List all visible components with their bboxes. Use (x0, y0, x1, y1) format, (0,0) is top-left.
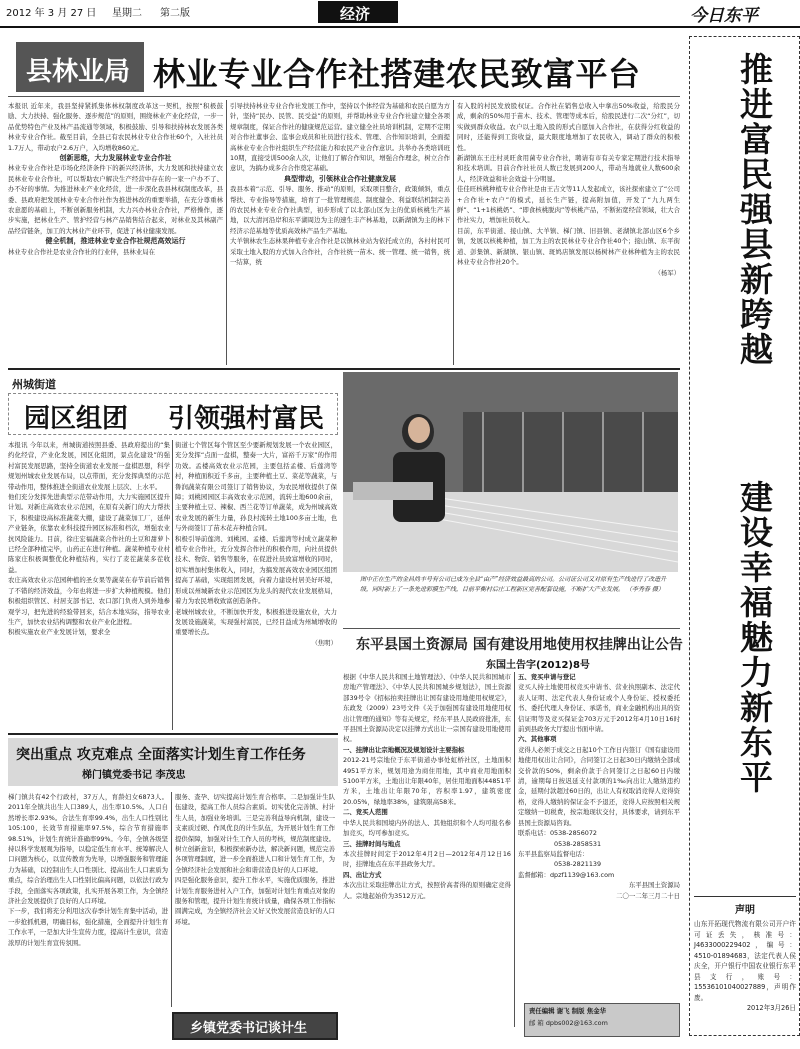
lead-col1-p3: 林业专业合作社是农业合作社的行业伴，县林业局在 (8, 247, 155, 256)
lead-col-divider-1 (226, 100, 227, 365)
notice-headline: 东平县国土资源局 国有建设用地使用权挂牌出让公告 (356, 637, 683, 653)
notice-issuer: 东平县国土资源局 (628, 881, 680, 890)
article2-col2-p2: 积极引导前莲湾、刘桃园、孟楼、后莲湾等村成立蔬菜种植专业合作社，充分发挥合作社的积极作用，向社员提供技术、物资、销售等服务，在促进社员致富增收的同时，切实增加村集体收入，同时，为搞发展高效农业园区组团提高了基础，实现组团发展，向着力建设村居美好环境，形成以州城新农业示范园区为龙头的现代农业发展格局，着力为农民增收致富创造条件。 (175, 534, 337, 606)
article3-subhead: 梯门镇党委书记 李茂忠 (82, 770, 186, 781)
notice-phone-3: 0538-2821139 (554, 860, 602, 869)
notice-phone-1: 联系电话：0538-2856072 (518, 829, 597, 838)
lead-column-2 (230, 101, 450, 366)
lead-col3-p4: 目前，东平街道、接山镇、大羊镇、梯门镇、旧县镇、老湖镇北部山区6个乡镇，发展以核桃种植，加工为主的农民林业专业合作社40个；接山镇、东平街道、彭集镇、新湖镇、银山镇、斑鸠店镇发展以杨树林产业林种植为主的农民林业专业合作社20个。 (457, 226, 680, 267)
article2-column-1 (8, 440, 170, 730)
notice-section-5-text: 竞买人持土地使用权竞买申请书、营业执照副本、法定代表人证明、法定代表人身份证或个人身份证、授权委托书、委托代理人身份证、承诺书，商业金融机构出具的资信证明等及竞买保证金703万元于2012年4月10日16时前到县政务大厅提出书面申请。 (518, 683, 680, 734)
editor-credits: 责任编辑 谢飞 制版 焦金华 (529, 1007, 606, 1015)
lead-tag: 县林业局 (26, 57, 131, 87)
notice-phone-2: 0538-2858531 (554, 839, 602, 848)
lead-byline: （杨军） (654, 268, 680, 277)
declaration-box (694, 896, 796, 1032)
declaration-title: 声明 (735, 905, 755, 916)
lead-col1-p1: 本报讯 近年来，我县坚持紧抓集体林权制度改革这一契机，按照“积极鼓励、大力扶持、强化服务、逐步规范”的原则，围绕林业产业化经营，一步一品优势特色产业及林产品流通等领域，积极鼓励、引导和扶持林农发展各类林业专业合作社。截至目前，全县已有农民林业专业合作社60个，入社社员1.7万人，带动农户2.6万户，入均增收860元。 (8, 102, 223, 152)
notice-col-divider (514, 672, 515, 1027)
article3-column-1 (8, 792, 168, 1027)
article3-col-divider (171, 792, 172, 1007)
notice-column-2 (518, 672, 680, 992)
article2-byline: （焦明） (311, 638, 337, 647)
issue-weekday: 星期二 (112, 8, 142, 19)
lead-col-divider-2 (453, 100, 454, 365)
article2-col1-p3: 农庄高效农业示范园种植的圣女果等蔬菜在春节前后销售了不错的经济效益，今年也将进一步扩大种植规模。他们积极组织管区、村居支部书记、农口部门负责人到外地参观学习，把先进的经验带回来，结合本地实际，指导农业生产，加快农业结构调整和农业产业化进程。 (8, 576, 170, 626)
notice-number: 东国土告字(2012)8号 (486, 660, 590, 671)
photo-credit: （李秀春 摄） (625, 586, 664, 593)
lead-col2-p1: 引导扶持林业专业合作社发展工作中，坚持以个体经营为基础和农民自愿为方针，坚持“民办、民管、民受益”的原则，并帮助林业专业合作社建立健全各项规章制度，保证合作社的健康规范运营。建立健全社员培训机制，定期不定期对合作社董事会、监事会成员和社员进行技术、管理、合作知识培训，全面提高林业专业合作社组织生产经营能力和农民产业合作意识。共举办各类培训班10期，直接受训500余人次，让他们了解合作知识，增强合作理念，树立合作意识，为搞办成多合合作奠定基础。 (230, 102, 450, 173)
notice-section-3-title: 三、挂牌时间与地点 (343, 839, 401, 848)
paper-logo: 今日东平 (690, 6, 758, 26)
editor-mailbox: 邮 箱 dpbs002@163.com (529, 1019, 608, 1028)
notice-section-2-text: 中华人民共和国境内外的法人、其他组织和个人均可报名参加竞买，均可参加竞买。 (343, 818, 511, 838)
notice-section-2-title: 二、竞买人范围 (343, 808, 388, 817)
article3-headline: 突出重点 攻克难点 全面落实计划生育工作任务 (16, 747, 306, 763)
notice-supervision-label: 东平县监察局监督电话： (518, 849, 589, 858)
issue-page: 第二版 (160, 8, 190, 19)
article2-col1-p4: 积极实施农业产业发展计划，要求全 (8, 628, 111, 637)
lead-col2-p3: 大羊镇林农生态林果种植专业合作社是以镇林业站为依托成立的，各村村民可采取土地入股的方式加入合作社，合作社统一苗木、统一管理、统一销售，统一结算，统 (230, 237, 450, 267)
notice-column-1 (343, 672, 511, 1027)
photo-illustration (343, 372, 678, 572)
lead-col2-p2: 我县本着“示范、引导、服务、推动”的原则，采取项目整合，政策倾斜，重点帮扶、专业指导等措施，培育了一批管理规范、制度健全、利益联结机制完善的农民林业专业合作社典型，初步形成了以北部山区为主的优质核桃生产基地，以大清河沿岸和东平湖周边为主的速生丰产林基地，以新湖镇为主的林下经济示范基地等优质高效林产品生产基地。 (230, 185, 450, 235)
lead-column-1 (8, 101, 223, 366)
lead-col1-p2: 林业专业合作社是市场化经济条件下的新兴经济体，大力发展和扶持建立农民林业专业合作社，可以帮助农户解决生产经营中存在的一家一户办不了、办不好的事情。为推进林业产业化经营，进一步深化我县林权制度改革，县委、县政府把发展林业专业合作社作为推进林改的重要举措，在充分尊重林农意愿的基础上，不断创新服务机制，大力兴办林业合作社，严格操作，逐步实施，把林业生产、管护经营与林产品销售结合起来，对林业及其林副产品经营链条，加工的大林业产业环节，促进了林业健康发展。 (8, 164, 223, 235)
article3-col1-p1: 梯门镇共有42个行政村，37万人，育龄妇女6873人。2011年全镇共出生人口389人，出生率10.5%。人口自然增长率2.93%。合法生育率99.4%，出生人口性别比105:100，长效节育措施率97.5%，综合节育措施率98.51%，计划生育统计准确率99%。今年，全镇各级坚持以科学发展观为指导，以稳定低生育水平、统筹解决人口问题为核心，以宣传教育为先导，以增强服务和管理能力为基础，以控制出生人口性别比、提高出生人口素质为重点，综合治理出生人口性别比偏高问题，以依法行政为手段，全面落实各项政策，扎实开展各项工作，为全镇经济社会发展提供了良好的人口环境。 (8, 793, 168, 906)
sidebar-slogan-1: 推进富民强县新跨越 (735, 52, 774, 367)
section-label: 经济 (340, 5, 371, 23)
lead-col3-p1: 有入股的村民发放股权证。合作社在销售总收入中拿出50%收益，给股民分成，剩余的50%用于苗木、技术、管理等成本后，给股民进行二次“分红”，切实做到群众收益。农户以土地入股的形式自愿加入合作社，在获得分红收益的同时，还能得到工资收益，最大限度地增加了农民收入，调动了群众的积极性。 (457, 102, 680, 152)
sidebar-slogan-2: 建设幸福魅力新东平 (735, 480, 774, 795)
lead-col3-p3: 佳佳旺核桃种植专业合作社是由王吉文等11人发起成立，该社探索建立了“公司+合作社+农户”的模式，延长生产链，提高附加值，开发了“九九两生鲜”、“1+1核桃奶”、“即食核桃脱肉”等核桃产品，不断拓宽经营领域，壮大合作社实力，增加社员收入。 (457, 185, 680, 225)
issue-date: 2012 年 3 月 27 日 (6, 8, 97, 19)
photo-caption-text: 图中正在生产的金昌尚丰号有公司已成为全县“由产”经济效益最高的公司。公司证公司又对原有生产线进行了改造升级，同时新上了一条先进彩膜生产线，目前平衡村后庄工程新区完善配套设施，不断扩大产业发展。 (360, 576, 667, 593)
notice-section-5-title: 五、竞买申请与登记 (518, 673, 576, 681)
declaration-text: 山东开拓现代物流有限公司开户许可证丢失，核准号：J4633000229402，编号：4510-01894683，法定代表人侯庆全，开户银行中国农业银行东平县支行，账号：15536101040027889，声明作废。 (694, 920, 796, 1002)
masthead-rule (0, 26, 800, 28)
article3-top-rule (8, 733, 338, 735)
notice-issue-date: 二〇一二年三月二十日 (616, 891, 680, 900)
notice-intro: 根据《中华人民共和国土地管理法》、《中华人民共和国城市房地产管理法》、《中华人民共和国城乡规划法》，国土资源部39号令《招标拍卖挂牌出让国有建设用地使用权规定》，东政发（2009）23号文件《关于加强国有建设用地使用权出让管理的通知》等有关规定，经东平县人民政府批准，东平县国土资源局决定以挂牌方式出让一宗国有建设用地使用权。 (343, 673, 511, 744)
declaration-date: 2012年3月26日 (746, 1004, 796, 1012)
factory-photo (343, 372, 678, 572)
article2-column-2 (175, 440, 337, 730)
article2-headline-part2: 引领强村富民 (168, 404, 325, 434)
photo-caption (360, 575, 676, 627)
lead-rule (8, 96, 680, 97)
notice-section-1-text: 2012-21号宗地位于东平街道办事处虹桥社区，土地面积4951平方米，规划用途为商住用地，其中商业用地面积5100平方米，土地出让年限40年，居住用地面积44851平方米，土地出让年限70年，容积率1.97，建筑密度20.05%，绿地率38%，建筑限高58米。 (343, 756, 511, 806)
notice-section-6-title: 六、其他事项 (518, 735, 557, 744)
lead-headline: 林业专业合作社搭建农民致富平台 (153, 55, 641, 93)
notice-section-6-text: 竞得人必须于成交之日起10个工作日内签订《国有建设用地使用权出让合同》，合同签订之日起30日内缴纳全部成交价款的50%，剩余价款于合同签订之日起60日内缴清，逾期每日按迟延支付款项的1‰向出让人缴纳违约金，延期付款超过60日的，出让人有权取消竞得人竞得资格，竞得人缴纳的保证金不予退还，竞得人应按照相关规定缴纳一切税费，按宗地现状交付，具体要求，请到东平县国土资源局咨询。 (518, 745, 680, 827)
lead-bottom-rule (8, 368, 680, 370)
lead-col1-subhead-1: 创新思维，大力发展林业专业合作社 (59, 154, 172, 163)
article3-col1-p2: 下一步，我们将充分利用这次春季计划生育集中活动，进一步抢抓机遇，明确目标，强化措施，全面提升计划生育工作水平，一是加大计生宣传力度，提高计生意识，营造浓厚的计划生育宣传氛围。 (8, 907, 168, 947)
article2-col2-p3: 老城州城农业，不断加快开发，积极推进设施农业，大力发展设施蔬菜，实现强村富民，已经目益成为州城增收的重要增长点。 (175, 607, 337, 637)
lead-col2-subhead: 典型带动，引领林业合作社健康发展 (284, 174, 396, 183)
lead-col3-p2: 新湖镇东王庄村灵旺食用菌专业合作社，聘请有市有关专家定期进行技术指导和技术培训。目前合作社社员人数已发展到200人，带动当地就业人数600余人，经济效益和社会效益十分明显。 (457, 154, 680, 183)
article2-col1-p2: 他们充分发挥先进典型示范带动作用，大力实施园区提升计划。对新庄高效农业示范园，在原有关新门的大力帮扶下，积极建设高标准蔬菜大棚，建设了蔬菜加工厂，延伸产业链条，依靠农业科技提升园区标准和档次，增强农业抗风险能力。目前，徐庄宏福蔬菜合作社的土豆和甜萝卜已经全部种植完毕，山药正在进行种植。蔬菜种植专业村陈家庄积极调整优化种植结构，实行了麦茬蔬菜多茬收益。 (8, 493, 170, 574)
notice-email: 监督邮箱：dpzf1139@163.com (518, 870, 615, 879)
article2-col2-p1: 街道七个管区每个管区至少要新规划发展一个农业园区，充分发挥“点面一盘棋，整奏一大片，富裕千万家”的作用功效。孟楼高效农业示范园，主要包括孟楼、后莲湾等村，种植面积近千多亩，主要种植土豆、菜花等蔬菜，与鲁润蔬菜有限公司签订了销售协议，为农民增收提供了保障；刘桃园园区丰高效农业示范园，流转土地600余亩，主要种植土豆、辣椒、西兰花等订单蔬菜，成为州城高效农业发展的新生力量，孙良村流转土地100多亩土地，也与外商签订了苗木花卉种植合同。 (175, 441, 337, 533)
article2-headline-part1: 园区组团 (24, 404, 129, 434)
editor-box (524, 1003, 680, 1037)
article2-kicker: 州城街道 (12, 378, 56, 391)
article3-column-2 (175, 792, 335, 1007)
article2-col1-p1: 本报讯 今年以来，州城街道按照县委、县政府提出的“集约化经营，产业化发展，园区化组团，景点化建设”的强村富民发展思路，坚持全街道农业发展一盘棋思想，科学规划州城农业发展布局，以点带面，充分发挥典型的示范带动作用，整体推进全街道农业发展上层次、上水平。 (8, 441, 170, 491)
lead-column-3 (457, 101, 680, 366)
lead-col1-subhead-2: 健全机制，推进林业专业合作社规范高效运行 (45, 237, 186, 246)
notice-section-3-text: 本次挂牌时间定于2012年4月2日—2012年4月12日16时，挂牌地点在东平县政务大厅。 (343, 849, 511, 869)
notice-section-1-title: 一、挂牌出让宗地概况及规划设计主要指标 (343, 745, 465, 754)
article3-banner-label: 乡镇党委书记谈计生 (190, 1021, 308, 1036)
notice-section-4-title: 四、出让方式 (343, 870, 382, 879)
article3-col2-p2: 四是强化服务意识，提升工作水平，实施优质服务，推进计划生育服务进村入户工作，加强对计划生育重点对象的服务和管理，提升计划生育统计质量，确保各项工作指标圆满完成，为全镇经济社会又好又快发展营造良好的人口环境。 (175, 876, 335, 926)
notice-section-4-text: 本次出让采取挂牌出让方式，按照价高者得的原则确定竞得人。宗地起始价为3512万元。 (343, 881, 511, 900)
article2-col-divider (172, 440, 173, 730)
article3-col2-p1: 服务、查孕、切实提高计划生育合格率。二是加强计生队伍建设，提高工作人员综合素质。切实优化完善镇、村计生人员，加强业务培训。三是完善利益导向机制，建设一支素质过硬、作风优良的计生队伍，为开展计划生育工作提供保障，加强对计生工作人员的考核，规范制度建设。树立创新意识，积极探索新办法，解决新问题，规范完善各项管理制度，进一步全面推进人口和计划生育工作，为全镇经济社会发展和社会和谐营造良好的人口环境。 (175, 793, 335, 874)
photo-bottom-rule (343, 628, 680, 629)
